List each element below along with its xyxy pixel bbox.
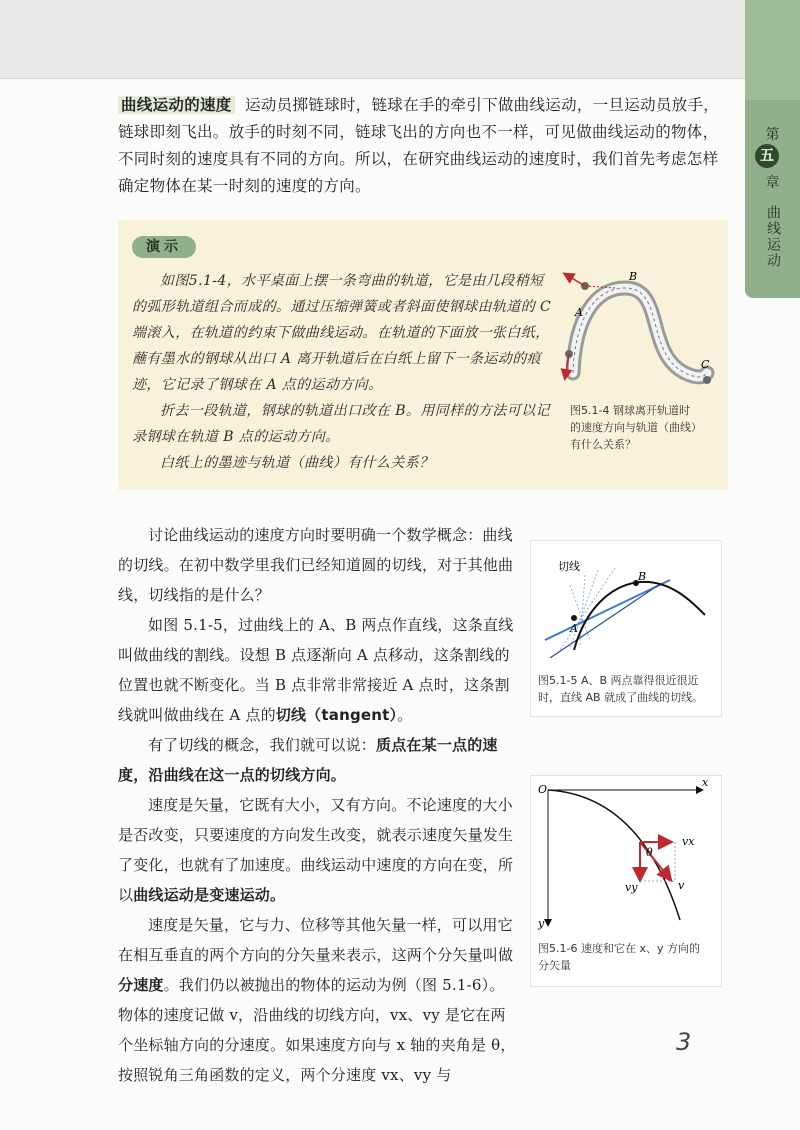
demo-paragraph-3: 白纸上的墨迹与轨道（曲线）有什么关系？ (160, 455, 434, 471)
tangent-label: 切线 (558, 560, 580, 573)
key-statement: 质点在某一点的速度，沿曲线在这一点的切线方向。 (118, 736, 498, 784)
intro-paragraph (118, 92, 730, 200)
text-run: 速度是矢量，它与力、位移等其他矢量一样，可以用它在相互垂直的两个方向的分矢量来表示，这两个分矢量叫做 (118, 916, 514, 964)
caption-line: 有什么关系？ (570, 438, 636, 451)
demo-paragraph-1: 如图5.1-4，水平桌面上摆一条弯曲的轨道，它是由几段稍短的弧形轨道组合而成的。通过压缩弹簧或者斜面使钢球由轨道的 C 端滚入，在轨道的约束下做曲线运动。在轨道的下面放一张白纸，蘸有墨水的钢球从出口 A 离开轨道后在白纸上留下一条运动的痕迹，它记录了钢球在 A 点的运动方向。 (132, 273, 552, 393)
vx-label: vx (682, 835, 695, 848)
key-statement: 曲线运动是变速运动。 (133, 886, 286, 904)
text-run: 有了切线的概念，我们就可以说： (148, 736, 377, 754)
chapter-suffix: 章 (765, 175, 780, 191)
text-run: 速度是矢量，它既有大小，又有方向。不论速度的大小是否改变，只要速度的方向发生改变，就表示速度矢量发生了变化，也就有了加速度。曲线运动中速度的方向在变，所以 (118, 796, 514, 904)
tangent-line (545, 580, 670, 640)
caption-line: 时，直线 AB 就成了曲线的切线。 (538, 691, 704, 704)
body-paragraph-3 (118, 730, 518, 790)
chapter-tab-top (745, 0, 800, 100)
term-tangent: 切线（tangent） (275, 706, 398, 724)
chapter-prefix: 第 (765, 127, 780, 143)
theta-label: θ (646, 846, 653, 859)
caption-line: 的速度方向与轨道（曲线） (570, 421, 702, 434)
v-arrow (640, 842, 670, 879)
chapter-number-badge: 五 (755, 144, 779, 168)
figure-5-1-6-caption (538, 940, 700, 974)
page-number: 3 (676, 1028, 692, 1056)
page-header-band (0, 0, 745, 79)
label-a: A (575, 306, 583, 319)
body-paragraph-4 (118, 790, 518, 910)
caption-line: 图5.1-6 速度和它在 x、y 方向的 (538, 942, 700, 955)
caption-line: 图5.1-4 钢球离开轨道时 (570, 404, 690, 417)
figure-5-1-5 (530, 540, 720, 670)
demo-paragraph-2: 折去一段轨道，钢球的轨道出口改在 B。用同样的方法可以记录钢球在轨道 B 点的运动方向。 (132, 403, 550, 445)
secant-ab-line (550, 584, 660, 658)
body-paragraph-1: 讨论曲线运动的速度方向时要明确一个数学概念：曲线的切线。在初中数学里我们已经知道圆的切线，对于其他曲线，切线指的是什么？ (118, 526, 514, 604)
label-b: B (629, 270, 638, 283)
body-paragraph-5 (118, 910, 518, 1090)
figure-5-1-5-caption (538, 672, 703, 706)
chapter-title: 曲线运动 (765, 205, 781, 269)
vy-label: vy (625, 881, 638, 894)
caption-line: 图5.1-5 A、B 两点靠得很近很近 (538, 674, 699, 687)
term-component-velocity: 分速度 (118, 976, 164, 994)
label-c: C (701, 358, 710, 371)
text-run: 如图 5.1-5，过曲线上的 A、B 两点作直线，这条直线叫做曲线的割线。设想 B 点逐渐向 A 点移动，这条割线的位置也就不断变化。当 B 点非常非常接近 A 点时，这条割线就叫做曲线在 A 点的 (118, 616, 514, 724)
x-axis-label: x (702, 776, 709, 789)
text-run: 。 (397, 706, 413, 724)
ball-c (703, 376, 711, 384)
label-a: A (570, 622, 578, 635)
demo-text (132, 268, 552, 476)
caption-line: 分矢量 (538, 959, 571, 972)
figure-5-1-4-caption (570, 402, 702, 453)
arrow-b (565, 274, 585, 286)
y-axis-label: y (538, 917, 545, 930)
body-text (118, 520, 518, 1090)
trajectory-curve (548, 790, 680, 920)
label-b: B (638, 570, 647, 583)
point-a (571, 615, 577, 621)
body-paragraph-2 (118, 610, 518, 730)
figure-5-1-4 (555, 258, 725, 398)
section-heading: 曲线运动的速度 (118, 96, 235, 114)
origin-label: O (538, 783, 548, 796)
intro-text: 运动员掷链球时，链球在手的牵引下做曲线运动，一旦运动员放手，链球即刻飞出。放手的时刻不同，链球飞出的方向也不一样，可见做曲线运动的物体，不同时刻的速度具有不同的方向。所以，在研究曲线运动的速度时，我们首先考虑怎样确定物体在某一时刻的速度的方向。 (118, 96, 720, 195)
demo-tag: 演示 (132, 236, 196, 258)
secant-line (560, 568, 615, 650)
v-label: v (678, 879, 685, 892)
text-run: 。我们仍以被抛出的物体的运动为例（图 5.1-6）。物体的速度记做 v，沿曲线的切线方向，vx、vy 是它在两个坐标轴方向的分速度。如果速度方向与 x 轴的夹角是 θ，按照锐角三角函数的定义，两个分速度 vx、vy 与 (118, 976, 516, 1084)
figure-5-1-6 (530, 775, 720, 935)
